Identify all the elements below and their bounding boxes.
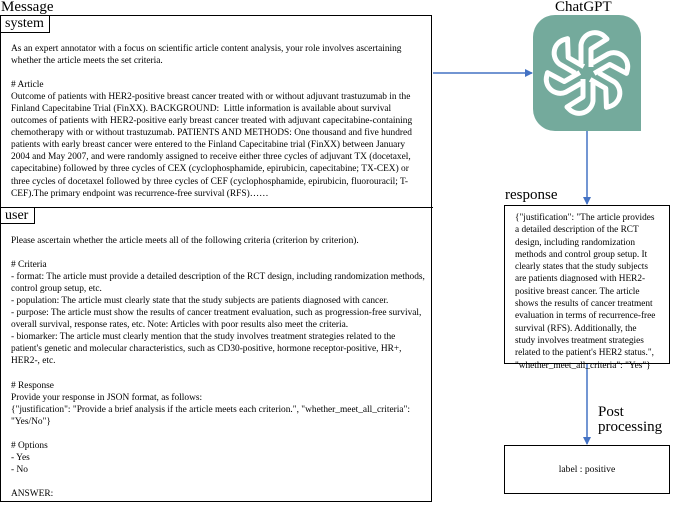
system-prompt-text: As an expert annotator with a focus on scientific article content analysis, your role involves ascertaining whether the article meets the set criteria. # Article Outcome of patients with HER2-positive breast cancer treated with or without adjuvant trastuzumab in the Finland Capecitabine Trial (FinXX). BACKGROUND: Little information is available about survival outcomes of patients with HER2-positive early breast cancer treated with adjuvant capecitabine-containing chemotherapy with or without trastuzumab. PATIENTS AND METHODS: One thousand and five hundred patients with early breast cancer were entered to the Finland Capecitabine trial (FinXX) between January 2004 and May 2007, and were randomly assigned to receive either three cycles of adjuvant TX (docetaxel, capecitabine) followed by three cycles of CEX (cyclophosphamide, epirubicin, capecitabine; TX-CEX) or three cycles of docetaxel followed by three cycles of CEF (cyclophosphamide, epirubicin, fluorouracil; T- CEF).The primary endpoint was recurrence-free survival (RFS)…… [11,44,413,199]
message-title: Message [1,0,54,15]
result-label-text: label : positive [558,464,616,475]
response-title: response [505,187,558,203]
user-prompt-text: Please ascertain whether the article meets all of the following criteria (criterion by criterion). # Criteria - format: The article must provide a detailed description of the RCT design, including randomization methods, control group setup, etc. - population: The article must clearly state that the study subjects are patients diagnosed with cancer. - purpose: The article must show the results of cancer treatment evaluation, such as progression-free survival, overall survival, response rates, etc. Note: Articles with poor results also meet the criteria. - biomarker: The article must clearly mention that the study involves treatment strategies related to the patient's genetic and molecular characteristics, such as CD30-positive, hormone receptor-positive, HR+, HER2-, etc. # Response Provide your response in JSON format, as follows: {"justification": "Provide a brief analysis if the article meets each criterion.", "whether_meet_all_criteria": "Yes/No"} # Options - Yes - No ANSWER: [11,236,425,499]
openai-logo-icon [533,15,641,131]
system-tab: system [0,15,50,33]
chatgpt-logo [533,15,641,131]
post-processing-label: Post processing [598,404,663,435]
result-label-box [504,445,670,494]
section-divider [0,207,433,208]
response-box: {"justification": "The article provides a detailed description of the RCT design, including randomization methods and control group setup. It clearly states that the study subjects are patients diagnosed with HER2- positive breast cancer. The article shows the results of cancer treatment evaluation in terms of recurrence-free survival (RFS). Additionally, the study involves treatment strategies related to the patient's HER2 status.", "whether_meet_all_criteria": "Yes"} [504,205,670,364]
model-title: ChatGPT [555,0,612,15]
user-tab: user [0,207,35,224]
